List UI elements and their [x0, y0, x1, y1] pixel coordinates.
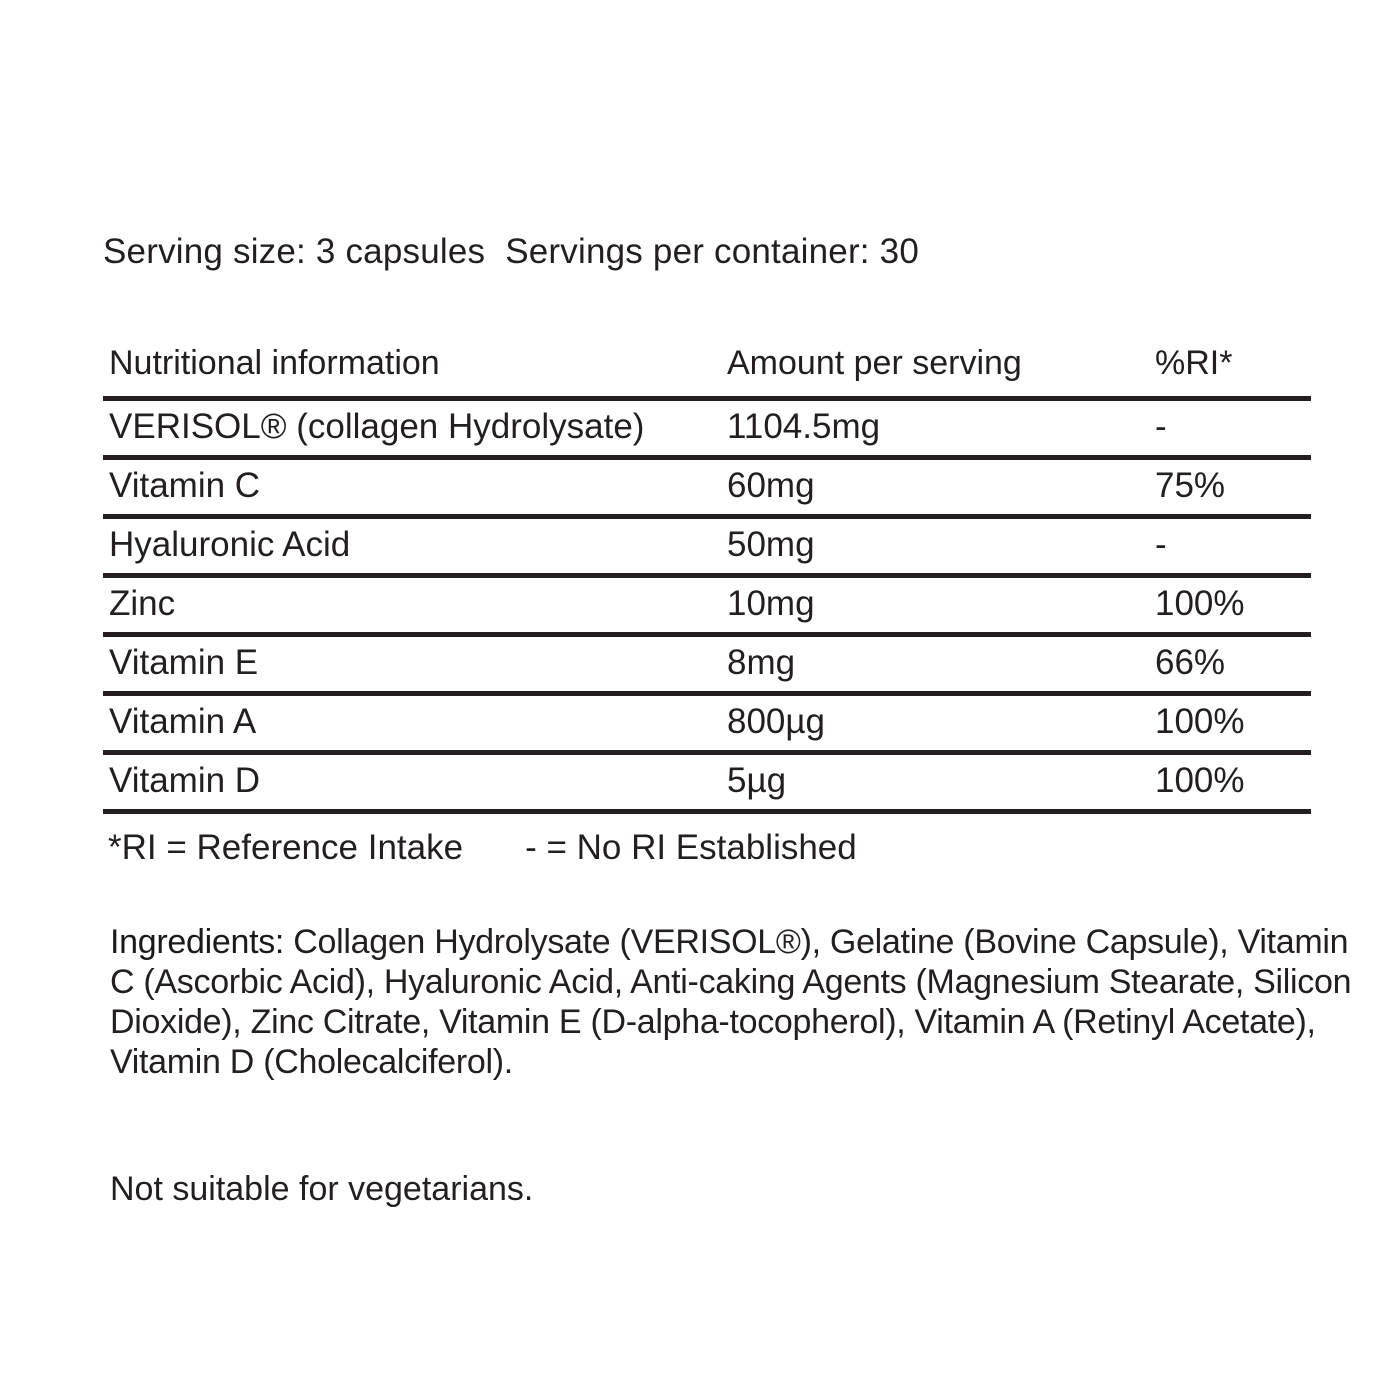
table-row: [103, 755, 1311, 814]
nutrient-ri: 66%: [1155, 643, 1226, 682]
nutrient-ri: 100%: [1155, 761, 1245, 800]
serving-info: [103, 232, 919, 272]
ingredients-text: Collagen Hydrolysate (VERISOL®), Gelatine (Bovine Capsule), Vitamin C (Ascorbic Acid), Hyaluronic Acid, Anti-caking Agents (Magnesium Stearate, Silicon Dioxide), Zinc Citrate, Vitamin E (D-alpha-tocopherol), Vitamin A (Retinyl Acetate), Vitamin D (Cholecalciferol).: [110, 923, 1352, 1081]
nutrient-ri: -: [1155, 525, 1167, 564]
nutrient-ri: 100%: [1155, 584, 1245, 623]
nutrient-amount: 8mg: [727, 643, 796, 682]
header-nutritional-information: Nutritional information: [109, 344, 440, 382]
nutrient-amount: 60mg: [727, 466, 815, 505]
no-ri-definition: - = No RI Established: [525, 828, 857, 867]
table-row: [103, 637, 1311, 696]
header-ri: %RI*: [1155, 344, 1233, 382]
nutrient-ri: 100%: [1155, 702, 1245, 741]
header-amount-per-serving: Amount per serving: [727, 344, 1022, 382]
nutrient-name: Vitamin E: [109, 643, 259, 682]
nutrient-name: Vitamin C: [109, 466, 261, 505]
table-row: [103, 401, 1311, 460]
ingredients-paragraph: [110, 922, 1370, 1082]
nutrient-amount: 800µg: [727, 702, 826, 741]
nutrient-ri: 75%: [1155, 466, 1226, 505]
nutrient-amount: 1104.5mg: [727, 407, 881, 446]
serving-size: Serving size: 3 capsules: [103, 232, 486, 271]
nutrition-table: [103, 330, 1311, 814]
nutrient-name: Hyaluronic Acid: [109, 525, 351, 564]
nutrient-name: Vitamin A: [109, 702, 257, 741]
nutrient-name: Zinc: [109, 584, 176, 623]
ri-definition: *RI = Reference Intake: [108, 828, 464, 867]
table-row: [103, 696, 1311, 755]
ingredients-label: Ingredients:: [110, 923, 285, 961]
nutrient-amount: 10mg: [727, 584, 815, 623]
dietary-note: Not suitable for vegetarians.: [110, 1170, 534, 1208]
nutrient-ri: -: [1155, 407, 1167, 446]
table-row: [103, 578, 1311, 637]
nutrient-amount: 50mg: [727, 525, 815, 564]
nutrition-table-header: [103, 330, 1311, 401]
reference-intake-note: [108, 828, 857, 868]
servings-per-container: Servings per container: 30: [505, 232, 919, 271]
nutrient-name: Vitamin D: [109, 761, 261, 800]
nutrient-amount: 5µg: [727, 761, 787, 800]
table-row: [103, 519, 1311, 578]
table-row: [103, 460, 1311, 519]
nutrient-name: VERISOL® (collagen Hydrolysate): [109, 407, 645, 446]
